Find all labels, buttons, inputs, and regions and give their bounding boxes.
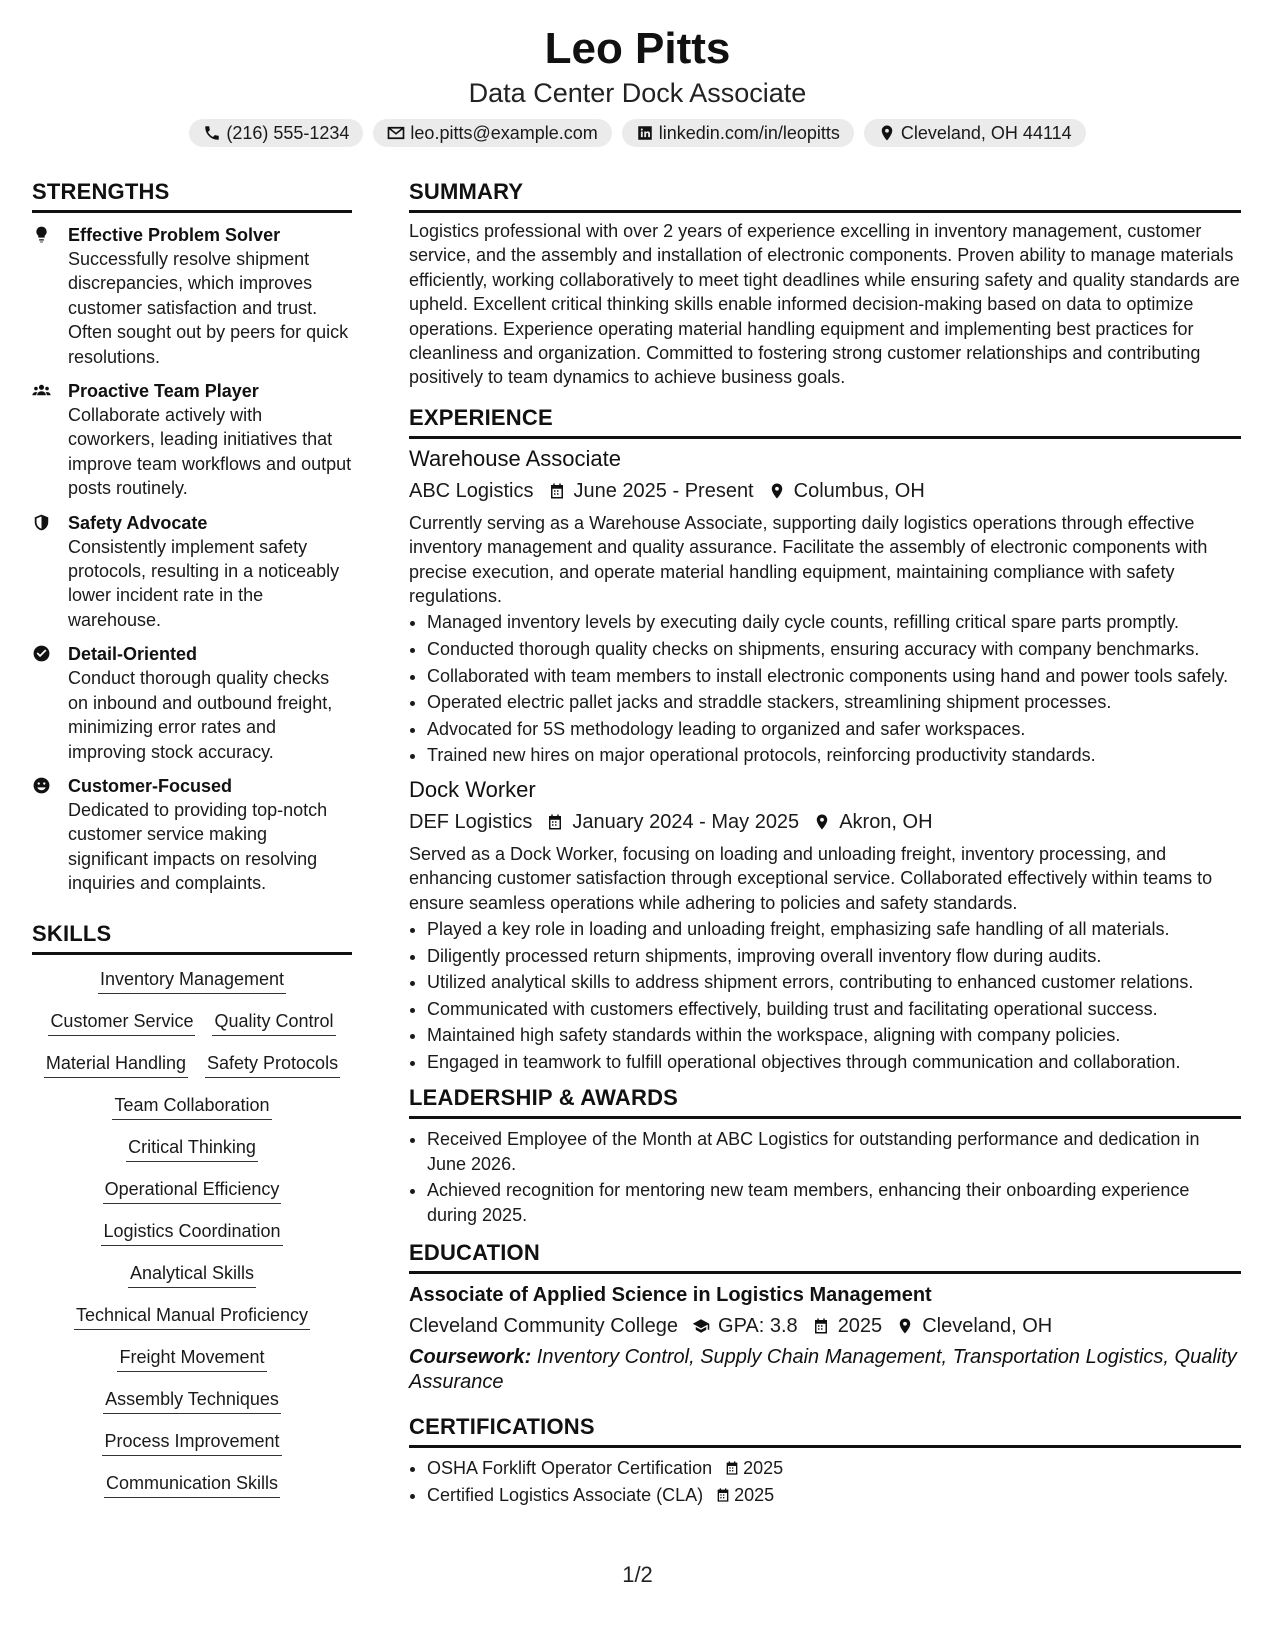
job-title: Warehouse Associate	[409, 445, 621, 471]
linkedin-icon	[636, 124, 654, 142]
bullet-item: • Achieved recognition for mentoring new team members, enhancing their onboarding experience during 2025.	[427, 1178, 1241, 1227]
skill-tag: Analytical Skills	[128, 1261, 256, 1288]
skill-tag: Inventory Management	[98, 967, 286, 994]
strength-desc: Consistently implement safety protocols, resulting in a noticeably lower incident rate in the warehouse.	[68, 536, 340, 630]
education-heading: EDUCATION	[409, 1239, 1241, 1274]
job-entry	[409, 445, 1241, 768]
job-location: Akron, OH	[839, 810, 933, 833]
map-pin-icon	[878, 124, 896, 142]
coursework	[409, 1345, 1241, 1395]
skill-tag: Freight Movement	[117, 1345, 266, 1372]
job-company: ABC Logistics	[409, 479, 534, 502]
school-name: Cleveland Community College	[409, 1315, 679, 1338]
contact-location-text: Cleveland, OH 44114	[900, 123, 1072, 143]
job-meta	[409, 808, 1241, 836]
certifications-heading: CERTIFICATIONS	[409, 1413, 1241, 1448]
skills-heading: SKILLS	[32, 920, 352, 955]
school-location: Cleveland, OH	[922, 1315, 1053, 1338]
education-entry	[409, 1282, 1241, 1395]
contact-phone[interactable]	[189, 119, 363, 147]
bullet-item: • Engaged in teamwork to fulfill operational objectives through communication and collaboration.	[427, 1050, 1241, 1074]
smile-icon	[32, 776, 51, 795]
users-icon	[32, 381, 51, 400]
leadership-heading: LEADERSHIP & AWARDS	[409, 1084, 1241, 1119]
skill-tag: Communication Skills	[104, 1471, 280, 1498]
skills-list	[32, 967, 352, 1498]
strength-item	[32, 223, 352, 369]
graduation-cap-icon	[692, 1317, 710, 1335]
certification-name: • Certified Logistics Associate (CLA)	[427, 1484, 704, 1505]
certification-item	[427, 1483, 1241, 1507]
job-bullets	[409, 917, 1241, 1074]
skill-tag: Process Improvement	[102, 1429, 281, 1456]
skill-tag: Technical Manual Proficiency	[74, 1303, 310, 1330]
calendar-icon	[546, 813, 564, 831]
job-bullets	[409, 610, 1241, 767]
phone-icon	[203, 124, 221, 142]
skill-tag: Material Handling	[44, 1051, 188, 1078]
bullet-item: • Trained new hires on major operational protocols, reinforcing productivity standards.	[427, 743, 1241, 767]
bullet-item: • Diligently processed return shipments, improving overall inventory flow during audits.	[427, 944, 1241, 968]
shield-icon	[32, 513, 51, 532]
lightbulb-icon	[32, 225, 51, 244]
contact-email[interactable]	[373, 119, 611, 147]
bullet-item: • Conducted thorough quality checks on shipments, ensuring accuracy with company benchmarks.	[427, 637, 1241, 661]
strength-title: Safety Advocate	[68, 512, 208, 533]
certification-item	[427, 1456, 1241, 1480]
strength-title: Proactive Team Player	[68, 381, 259, 402]
gpa-value: GPA: 3.8	[718, 1315, 798, 1338]
strength-title: Effective Problem Solver	[68, 225, 281, 245]
job-company: DEF Logistics	[409, 810, 533, 833]
coursework-label: Coursework:	[409, 1346, 532, 1369]
right-column	[409, 178, 1241, 1509]
strength-item	[32, 379, 352, 501]
skill-tag: Safety Protocols	[205, 1051, 340, 1078]
certification-list	[409, 1456, 1241, 1507]
strength-title: Detail-Oriented	[68, 644, 198, 665]
graduation-year: 2025	[837, 1315, 883, 1338]
resume-header	[0, 0, 1275, 147]
strength-item	[32, 511, 352, 633]
job-location: Columbus, OH	[793, 479, 925, 502]
left-column	[32, 178, 352, 1498]
strengths-heading: STRENGTHS	[32, 178, 352, 213]
calendar-icon	[715, 1487, 731, 1503]
job-dates: January 2024 - May 2025	[572, 810, 800, 833]
job-description: Currently serving as a Warehouse Associate, supporting daily logistics operations through effective inventory management and quality assurance. Facilitate the assembly of electronic components with precise execution, and operate material handling equipment, maintaining compliance with safety regulations.	[409, 512, 1208, 607]
summary-text: Logistics professional with over 2 years of experience excelling in inventory management, customer service, and the assembly and installation of electronic components. Proven ability to manage materials efficiently, working collaboratively to meet tight deadlines while ensuring safety and quality standards are upheld. Excellent critical thinking skills enable informed decision-making based on data to optimize operations. Experience operating material handling equipment and implementing best practices for cleanliness and organization. Committed to fostering strong customer relationships and contributing positively to team dynamics to achieve business goals.	[409, 221, 1240, 388]
contact-email-text: leo.pitts@example.com	[410, 123, 598, 143]
bullet-item: • Received Employee of the Month at ABC Logistics for outstanding performance and dedication in June 2026.	[427, 1127, 1241, 1176]
certification-name: • OSHA Forklift Operator Certification	[427, 1458, 713, 1479]
contact-bar	[0, 119, 1275, 147]
map-pin-icon	[768, 482, 786, 500]
bullet-item: • Collaborated with team members to install electronic components using hand and power tools safely.	[427, 664, 1241, 688]
summary-heading: SUMMARY	[409, 178, 1241, 213]
job-description: Served as a Dock Worker, focusing on loading and unloading freight, inventory processing, and enhancing customer satisfaction through exceptional service. Collaborated effectively within teams to ensure seamless operations while adhering to policies and safety standards.	[409, 843, 1213, 913]
calendar-icon	[548, 482, 566, 500]
check-circle-icon	[32, 644, 51, 663]
strength-desc: Successfully resolve shipment discrepancies, which improves customer satisfaction and trust. Often sought out by peers for quick resolutions.	[68, 249, 349, 367]
skill-tag: Critical Thinking	[126, 1135, 258, 1162]
bullet-item: • Advocated for 5S methodology leading to organized and safer workspaces.	[427, 717, 1241, 741]
calendar-icon	[812, 1317, 830, 1335]
contact-linkedin[interactable]	[622, 119, 854, 147]
experience-heading: EXPERIENCE	[409, 404, 1241, 439]
coursework-list: Inventory Control, Supply Chain Management, Transportation Logistics, Quality Assurance	[409, 1346, 1237, 1394]
page-number: 1/2	[622, 1562, 653, 1587]
certification-year: 2025	[734, 1484, 775, 1505]
bullet-item: • Utilized analytical skills to address shipment errors, contributing to enhanced customer relations.	[427, 970, 1241, 994]
skill-tag: Operational Efficiency	[103, 1177, 282, 1204]
education-meta	[409, 1312, 1241, 1340]
skill-tag: Team Collaboration	[112, 1093, 271, 1120]
map-pin-icon	[896, 1317, 914, 1335]
strength-item	[32, 774, 352, 896]
leadership-bullets	[409, 1127, 1241, 1227]
skill-tag: Logistics Coordination	[101, 1219, 282, 1246]
skill-tag: Quality Control	[212, 1009, 335, 1036]
calendar-icon	[724, 1460, 740, 1476]
bullet-item: • Managed inventory levels by executing daily cycle counts, refilling critical spare parts promptly.	[427, 610, 1241, 634]
contact-phone-text: (216) 555-1234	[226, 123, 350, 143]
skill-tag: Assembly Techniques	[103, 1387, 281, 1414]
job-meta	[409, 477, 1241, 505]
bullet-item: • Communicated with customers effectively, building trust and facilitating operational success.	[427, 997, 1241, 1021]
bullet-item: • Operated electric pallet jacks and straddle stackers, streamlining shipment processes.	[427, 690, 1241, 714]
envelope-icon	[387, 124, 405, 142]
bullet-item: • Maintained high safety standards within the workspace, aligning with company policies.	[427, 1023, 1241, 1047]
contact-location	[864, 119, 1086, 147]
strength-desc: Collaborate actively with coworkers, leading initiatives that improve team workflows and output posts routinely.	[68, 405, 352, 499]
contact-linkedin-text: linkedin.com/in/leopitts	[658, 123, 840, 143]
strength-desc: Dedicated to providing top-notch customer service making significant impacts on resolving inquiries and complaints.	[68, 799, 328, 894]
skill-tag: Customer Service	[48, 1009, 195, 1036]
bullet-item: • Played a key role in loading and unloading freight, emphasizing safe handling of all materials.	[427, 917, 1241, 941]
candidate-title: Data Center Dock Associate	[468, 78, 807, 108]
strength-desc: Conduct thorough quality checks on inbound and outbound freight, minimizing error rates and improving stock accuracy.	[68, 668, 333, 762]
strength-title: Customer-Focused	[68, 775, 233, 796]
strength-item	[32, 642, 352, 764]
job-title: Dock Worker	[409, 776, 536, 802]
job-entry	[409, 776, 1241, 1075]
certification-year: 2025	[743, 1458, 784, 1479]
map-pin-icon	[813, 813, 831, 831]
candidate-name: Leo Pitts	[544, 24, 731, 73]
job-dates: June 2025 - Present	[573, 479, 754, 502]
degree-title: Associate of Applied Science in Logistics Management	[409, 1284, 932, 1307]
